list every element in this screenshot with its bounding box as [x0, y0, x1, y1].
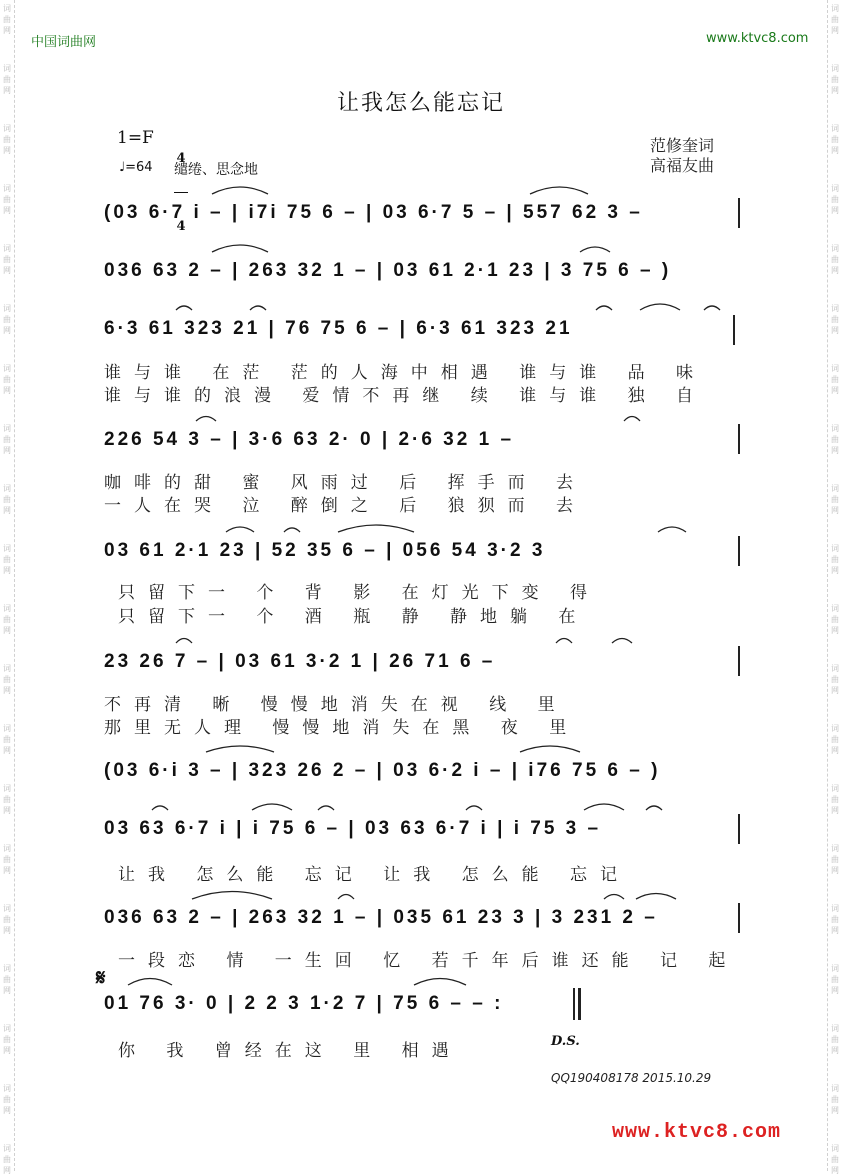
side-watermark-glyph: 词 — [831, 184, 839, 193]
slur — [556, 639, 572, 644]
side-watermark-glyph: 曲 — [3, 1095, 11, 1104]
side-watermark-glyph: 网 — [831, 506, 839, 515]
side-watermark-glyph: 曲 — [831, 195, 839, 204]
side-watermark-glyph: 网 — [3, 1166, 11, 1175]
side-watermark-glyph: 词 — [3, 184, 11, 193]
side-watermark-glyph: 曲 — [3, 675, 11, 684]
slur — [226, 527, 254, 532]
side-watermark-glyph: 网 — [3, 326, 11, 335]
side-watermark-glyph: 曲 — [831, 435, 839, 444]
side-watermark-glyph: 词 — [831, 1144, 839, 1153]
side-watermark-glyph: 网 — [831, 806, 839, 815]
side-watermark-glyph: 网 — [831, 86, 839, 95]
side-watermark-glyph: 曲 — [831, 735, 839, 744]
header-site-left[interactable]: 中国词曲网 — [31, 35, 97, 50]
notes-row-5: 03 61 2·1 23 | 52 35 6 – | 056 54 3·2 3 — [104, 540, 546, 561]
ds-mark: D.S. — [551, 1034, 580, 1049]
slur — [414, 979, 466, 986]
side-watermark-glyph: 网 — [3, 206, 11, 215]
slur — [212, 187, 268, 194]
notes-row-8: 03 63 6·7 i | i 75 6 – | 03 63 6·7 i | i 75 3 – — [104, 818, 602, 839]
side-watermark-glyph: 曲 — [831, 135, 839, 144]
notes-row-9: 036 63 2 – | 263 32 1 – | 035 61 23 3 | 3 231 2 – — [104, 907, 658, 928]
side-watermark-glyph: 词 — [3, 964, 11, 973]
lyrics-row-4-verse-1: 咖啡的甜 蜜 风雨过 后 挥手而 去 — [104, 473, 587, 493]
notes-row-3: 6·3 61 323 21 | 76 75 6 – | 6·3 61 323 21 — [104, 318, 573, 339]
slur — [624, 417, 640, 422]
lyrics-row-8: 让我 怎么能 忘记 让我 怎么能 忘记 — [118, 865, 631, 885]
lyricist-credit: 范修奎词 — [650, 136, 715, 155]
side-watermark-glyph: 词 — [3, 424, 11, 433]
lyrics-row-3-verse-2: 谁与谁的浪漫 爱情不再继 续 谁与谁 独 自 — [104, 386, 707, 406]
side-watermark-glyph: 曲 — [831, 75, 839, 84]
slur — [128, 979, 172, 986]
side-watermark-glyph: 曲 — [3, 495, 11, 504]
side-watermark-glyph: 网 — [3, 626, 11, 635]
side-watermark-glyph: 网 — [831, 1046, 839, 1055]
side-watermark-glyph: 曲 — [3, 735, 11, 744]
side-watermark-glyph: 词 — [3, 64, 11, 73]
side-watermark-glyph: 网 — [3, 86, 11, 95]
side-watermark-glyph: 网 — [831, 626, 839, 635]
side-watermark-glyph: 曲 — [3, 255, 11, 264]
side-watermark-glyph: 网 — [831, 746, 839, 755]
tempo-mark: ♩=64 — [119, 160, 153, 175]
side-watermark-glyph: 网 — [3, 506, 11, 515]
lyrics-row-6-verse-2: 那里无人理 慢慢地消失在黑 夜 里 — [104, 718, 580, 738]
side-watermark-glyph: 词 — [831, 244, 839, 253]
side-watermark-glyph: 曲 — [3, 75, 11, 84]
side-watermark-glyph: 网 — [831, 926, 839, 935]
side-watermark-glyph: 网 — [831, 1166, 839, 1175]
side-watermark-glyph: 词 — [831, 124, 839, 133]
song-title: 让我怎么能忘记 — [336, 91, 505, 116]
side-watermark-glyph: 词 — [3, 364, 11, 373]
notes-row-7: (03 6·i 3 – | 323 26 2 – | 03 6·2 i – | i76 75 6 – ) — [104, 760, 661, 781]
side-watermark-glyph: 词 — [3, 844, 11, 853]
side-watermark-glyph: 词 — [3, 544, 11, 553]
lyrics-row-5-verse-1: 只留下一 个 背 影 在灯光下变 得 — [118, 583, 601, 603]
slur — [612, 639, 632, 644]
side-watermark-glyph: 曲 — [831, 1155, 839, 1164]
footer-watermark[interactable]: www.ktvc8.com — [612, 1121, 782, 1144]
notes-row-10: 01 76 3· 0 | 2 2 3 1·2 7 | 75 6 – – : — [104, 993, 504, 1014]
side-watermark-glyph: 网 — [3, 926, 11, 935]
side-watermark-glyph: 网 — [3, 686, 11, 695]
side-watermark-glyph: 网 — [831, 446, 839, 455]
lyrics-row-10: 你 我 曾经在这 里 相遇 — [118, 1041, 462, 1061]
lyrics-row-6-verse-1: 不再清 晰 慢慢地消失在视 线 里 — [104, 695, 568, 715]
slur — [646, 806, 662, 810]
side-watermark-glyph: 词 — [3, 484, 11, 493]
side-watermark-glyph: 曲 — [831, 555, 839, 564]
slur — [192, 892, 272, 900]
slur — [284, 528, 300, 532]
slur — [206, 746, 274, 752]
notes-row-6: 23 26 7 – | 03 61 3·2 1 | 26 71 6 – — [104, 651, 496, 672]
side-watermark-glyph: 词 — [831, 484, 839, 493]
side-watermark-glyph: 曲 — [831, 975, 839, 984]
side-watermark-glyph: 词 — [3, 244, 11, 253]
side-watermark-glyph: 曲 — [3, 795, 11, 804]
slur — [152, 806, 168, 810]
side-watermark-glyph: 词 — [831, 364, 839, 373]
side-watermark-glyph: 曲 — [3, 555, 11, 564]
slur — [636, 894, 676, 900]
side-watermark-glyph: 词 — [831, 664, 839, 673]
side-watermark-glyph: 网 — [3, 446, 11, 455]
side-watermark-glyph: 词 — [3, 1024, 11, 1033]
segno-sign: 𝄋 — [96, 966, 106, 991]
slur — [584, 804, 624, 810]
side-watermark-glyph: 词 — [831, 844, 839, 853]
slur — [338, 525, 414, 532]
side-watermark-glyph: 词 — [831, 604, 839, 613]
slur — [520, 746, 580, 752]
slur — [580, 247, 610, 252]
expression-mark: 缱绻、思念地 — [174, 162, 258, 178]
side-watermark-glyph: 曲 — [3, 315, 11, 324]
side-watermark-glyph: 网 — [831, 566, 839, 575]
side-watermark-glyph: 词 — [831, 784, 839, 793]
time-bottom: 4 — [176, 219, 186, 234]
notes-row-2: 036 63 2 – | 263 32 1 – | 03 61 2·1 23 | 3 75 6 – ) — [104, 260, 672, 281]
side-watermark-glyph: 曲 — [831, 15, 839, 24]
side-watermark-glyph: 曲 — [3, 855, 11, 864]
side-watermark-glyph: 词 — [3, 1084, 11, 1093]
slur — [252, 804, 292, 810]
side-watermark-glyph: 网 — [831, 386, 839, 395]
slur — [604, 895, 624, 900]
side-watermark-glyph: 网 — [3, 1106, 11, 1115]
side-watermark-glyph: 词 — [831, 904, 839, 913]
composer-credit: 高福友曲 — [650, 156, 715, 175]
side-watermark-glyph: 网 — [3, 26, 11, 35]
side-watermark-glyph: 曲 — [3, 915, 11, 924]
side-watermark-glyph: 词 — [831, 724, 839, 733]
slur — [196, 417, 216, 422]
side-watermark-glyph: 网 — [831, 146, 839, 155]
side-watermark-glyph: 曲 — [831, 1035, 839, 1044]
side-watermark-glyph: 网 — [3, 146, 11, 155]
side-watermark-glyph: 网 — [3, 1046, 11, 1055]
side-watermark-glyph: 网 — [3, 266, 11, 275]
side-watermark-glyph: 网 — [831, 986, 839, 995]
lyrics-row-4-verse-2: 一人在哭 泣 醉倒之 后 狼狈而 去 — [104, 496, 587, 516]
side-watermark-glyph: 词 — [3, 604, 11, 613]
notes-row-4: 226 54 3 – | 3·6 63 2· 0 | 2·6 32 1 – — [104, 429, 515, 450]
slur — [250, 306, 266, 310]
side-watermark-glyph: 词 — [3, 784, 11, 793]
side-watermark-glyph: 网 — [831, 686, 839, 695]
side-watermark-glyph: 曲 — [831, 915, 839, 924]
side-watermark-glyph: 网 — [831, 206, 839, 215]
side-watermark-glyph: 网 — [831, 326, 839, 335]
side-watermark-glyph: 网 — [3, 566, 11, 575]
side-watermark-glyph: 曲 — [3, 975, 11, 984]
side-watermark-glyph: 曲 — [831, 375, 839, 384]
side-watermark-glyph: 网 — [831, 26, 839, 35]
slur — [596, 306, 612, 310]
side-watermark-glyph: 词 — [3, 1144, 11, 1153]
side-watermark-glyph: 词 — [831, 304, 839, 313]
side-watermark-glyph: 曲 — [831, 495, 839, 504]
key-signature: 1=F — [117, 128, 154, 148]
side-watermark-glyph: 词 — [3, 4, 11, 13]
notes-row-1: (03 6·7 i – | i7i 75 6 – | 03 6·7 5 – | 557 62 3 – — [104, 202, 643, 223]
side-watermark-glyph: 曲 — [3, 1035, 11, 1044]
slur — [212, 245, 268, 252]
side-watermark-glyph: 词 — [831, 1024, 839, 1033]
side-watermark-glyph: 曲 — [831, 1095, 839, 1104]
side-watermark-glyph: 词 — [3, 304, 11, 313]
slur — [176, 306, 192, 310]
side-watermark-glyph: 曲 — [831, 615, 839, 624]
side-watermark-glyph: 网 — [3, 746, 11, 755]
slur — [318, 806, 334, 810]
side-watermark-glyph: 曲 — [3, 135, 11, 144]
side-watermark-glyph: 网 — [831, 266, 839, 275]
side-watermark-glyph: 词 — [3, 724, 11, 733]
side-watermark-glyph: 词 — [831, 1084, 839, 1093]
slur — [176, 639, 192, 644]
side-watermark-glyph: 曲 — [3, 1155, 11, 1164]
time-top: 4 — [176, 151, 186, 166]
side-watermark-glyph: 词 — [3, 124, 11, 133]
side-watermark-glyph: 曲 — [3, 375, 11, 384]
side-watermark-glyph: 词 — [3, 664, 11, 673]
side-watermark-glyph: 网 — [3, 986, 11, 995]
side-watermark-glyph: 曲 — [3, 615, 11, 624]
side-watermark-glyph: 词 — [831, 4, 839, 13]
side-watermark-glyph: 曲 — [831, 795, 839, 804]
slur — [466, 806, 482, 810]
side-watermark-glyph: 曲 — [831, 675, 839, 684]
side-watermark-glyph: 网 — [3, 386, 11, 395]
side-watermark-glyph: 曲 — [3, 435, 11, 444]
side-watermark-glyph: 网 — [831, 866, 839, 875]
slur — [704, 306, 720, 310]
lyrics-row-3-verse-1: 谁与谁 在茫 茫的人海中相遇 谁与谁 品 味 — [104, 363, 707, 383]
side-watermark-glyph: 词 — [3, 904, 11, 913]
slur — [640, 304, 680, 310]
side-watermark-glyph: 词 — [831, 424, 839, 433]
header-site-right[interactable]: www.ktvc8.com — [706, 31, 809, 46]
side-watermark-glyph: 曲 — [3, 195, 11, 204]
slur — [658, 527, 686, 532]
side-watermark-glyph: 网 — [831, 1106, 839, 1115]
lyrics-row-5-verse-2: 只留下一 个 酒 瓶 静 静地躺 在 — [118, 607, 589, 627]
side-watermark-glyph: 词 — [831, 964, 839, 973]
side-watermark-glyph: 曲 — [831, 855, 839, 864]
side-watermark-glyph: 网 — [3, 806, 11, 815]
side-watermark-glyph: 词 — [831, 544, 839, 553]
lyrics-row-9: 一段恋 情 一生回 忆 若千年后谁还能 记 起 — [118, 951, 739, 971]
side-watermark-glyph: 词 — [831, 64, 839, 73]
side-watermark-glyph: 网 — [3, 866, 11, 875]
qq-date-line: QQ190408178 2015.10.29 — [551, 1071, 712, 1085]
side-watermark-glyph: 曲 — [3, 15, 11, 24]
side-watermark-glyph: 曲 — [831, 315, 839, 324]
slur — [530, 187, 588, 194]
side-watermark-glyph: 曲 — [831, 255, 839, 264]
slur — [338, 895, 354, 900]
